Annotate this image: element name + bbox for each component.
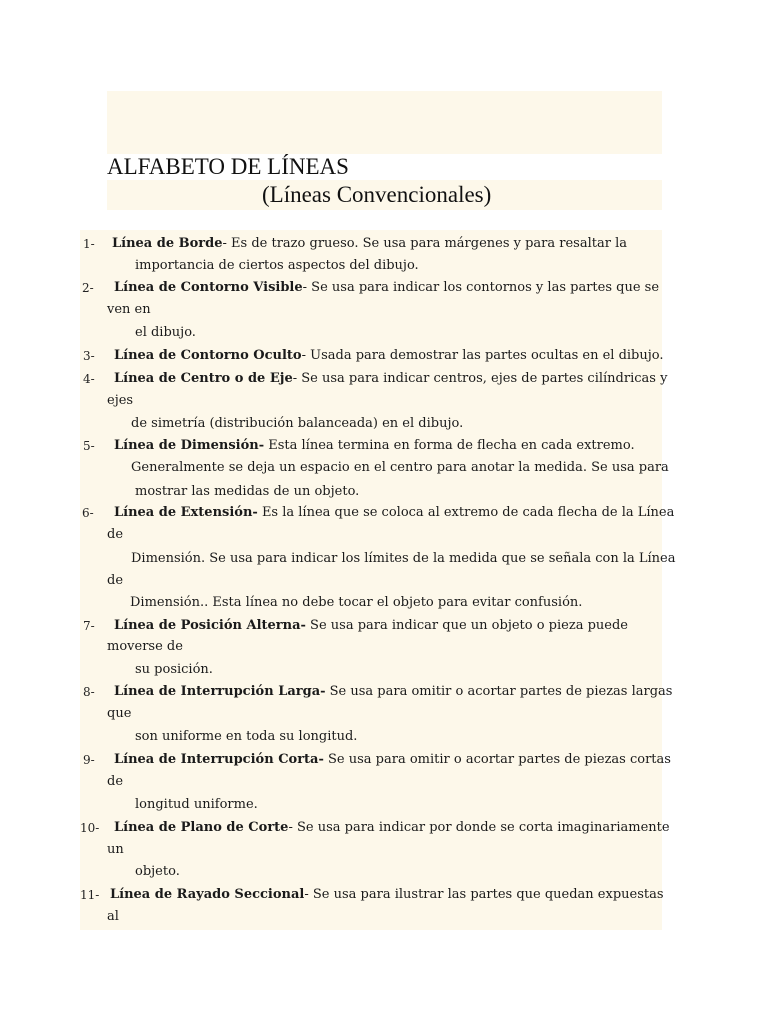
list-item-number: 11- bbox=[80, 888, 100, 902]
list-item-line bbox=[114, 345, 664, 367]
list-item-line bbox=[114, 368, 667, 390]
list-item-number: 7- bbox=[83, 619, 95, 633]
list-item-number: 2- bbox=[82, 281, 94, 295]
list-item-number: 9- bbox=[83, 753, 95, 767]
list-item-continuation: de simetría (distribución balanceada) en el dibujo. bbox=[131, 416, 464, 431]
line-term: Línea de Plano de Corte bbox=[114, 820, 289, 835]
list-item-continuation: importancia de ciertos aspectos del dibujo. bbox=[135, 258, 419, 273]
list-item-line bbox=[114, 435, 635, 457]
line-term: Línea de Rayado Seccional bbox=[110, 887, 305, 902]
list-item-continuation: Dimensión. Se usa para indicar los límites de la medida que se señala con la Línea bbox=[131, 551, 676, 566]
list-item-number: 8- bbox=[83, 685, 95, 699]
line-term: Línea de Interrupción Larga- bbox=[114, 684, 326, 699]
list-item-continuation: Dimensión.. Esta línea no debe tocar el objeto para evitar confusión. bbox=[130, 595, 583, 610]
line-term: Línea de Borde bbox=[112, 236, 223, 251]
line-description: Usada para demostrar las partes ocultas en el dibujo. bbox=[306, 348, 664, 363]
list-item-continuation: de bbox=[107, 774, 124, 789]
line-term: Línea de Dimensión- bbox=[114, 438, 265, 453]
line-description: Se usa para indicar que un objeto o pieza puede bbox=[305, 618, 628, 633]
list-item-line bbox=[114, 502, 674, 524]
line-term: Línea de Extensión- bbox=[114, 505, 258, 520]
line-description: Esta línea termina en forma de flecha en cada extremo. bbox=[264, 438, 635, 453]
list-item-line bbox=[114, 277, 659, 299]
list-item-number: 3- bbox=[83, 349, 95, 363]
list-item-number: 4- bbox=[83, 372, 95, 386]
line-description: Se usa para indicar por donde se corta imaginariamente bbox=[292, 820, 670, 835]
list-item-continuation: ejes bbox=[107, 393, 134, 408]
list-item-line bbox=[114, 681, 672, 703]
line-description: Es de trazo grueso. Se usa para márgenes y para resaltar la bbox=[226, 236, 627, 251]
line-description: Se usa para indicar centros, ejes de partes cilíndricas y bbox=[297, 371, 668, 386]
line-description: Se usa para omitir o acortar partes de piezas largas bbox=[325, 684, 673, 699]
list-item-line bbox=[114, 749, 671, 771]
list-item-number: 10- bbox=[80, 821, 100, 835]
line-description: Es la línea que se coloca al extremo de cada flecha de la Línea bbox=[257, 505, 675, 520]
line-description: Se usa para indicar los contornos y las partes que se bbox=[307, 280, 660, 295]
line-term: Línea de Centro o de Eje bbox=[114, 371, 293, 386]
page-header-band bbox=[107, 91, 662, 154]
list-item-number: 1- bbox=[83, 237, 95, 251]
line-term-separator: - bbox=[301, 348, 306, 363]
list-item-line bbox=[114, 817, 670, 839]
list-item-continuation: su posición. bbox=[135, 662, 213, 677]
line-term-separator: - bbox=[292, 371, 298, 386]
list-item-continuation: objeto. bbox=[135, 864, 180, 879]
list-item-number: 6- bbox=[82, 506, 94, 520]
line-term-separator: - bbox=[288, 820, 293, 835]
document-title: ALFABETO DE LÍNEAS bbox=[107, 154, 349, 179]
line-description: Se usa para omitir o acortar partes de piezas cortas bbox=[323, 752, 671, 767]
list-item-line bbox=[114, 615, 628, 637]
list-item-continuation: Generalmente se deja un espacio en el centro para anotar la medida. Se usa para bbox=[131, 460, 669, 475]
list-item-continuation: mostrar las medidas de un objeto. bbox=[135, 484, 360, 499]
list-item-continuation: son uniforme en toda su longitud. bbox=[135, 729, 358, 744]
line-term-separator: - bbox=[304, 887, 309, 902]
list-item-continuation: de bbox=[107, 573, 124, 588]
line-term: Línea de Posición Alterna- bbox=[114, 618, 306, 633]
line-term: Línea de Interrupción Corta- bbox=[114, 752, 324, 767]
list-item-continuation: al bbox=[107, 909, 119, 924]
list-item-continuation: un bbox=[107, 842, 124, 857]
line-description: Se usa para ilustrar las partes que quedan expuestas bbox=[308, 887, 664, 902]
list-item-line bbox=[112, 233, 627, 255]
list-item-continuation: que bbox=[107, 706, 132, 721]
list-item-number: 5- bbox=[83, 439, 95, 453]
list-item-continuation: moverse de bbox=[107, 639, 183, 654]
document-subtitle: (Líneas Convencionales) bbox=[262, 182, 492, 207]
list-item-continuation: el dibujo. bbox=[135, 325, 196, 340]
line-term: Línea de Contorno Visible bbox=[114, 280, 303, 295]
list-item-continuation: ven en bbox=[107, 302, 151, 317]
line-term-separator: - bbox=[222, 236, 227, 251]
line-term: Línea de Contorno Oculto bbox=[114, 348, 302, 363]
line-term-separator: - bbox=[302, 280, 308, 295]
list-item-continuation: de bbox=[107, 527, 124, 542]
list-item-line bbox=[110, 884, 664, 906]
list-item-continuation: longitud uniforme. bbox=[135, 797, 258, 812]
